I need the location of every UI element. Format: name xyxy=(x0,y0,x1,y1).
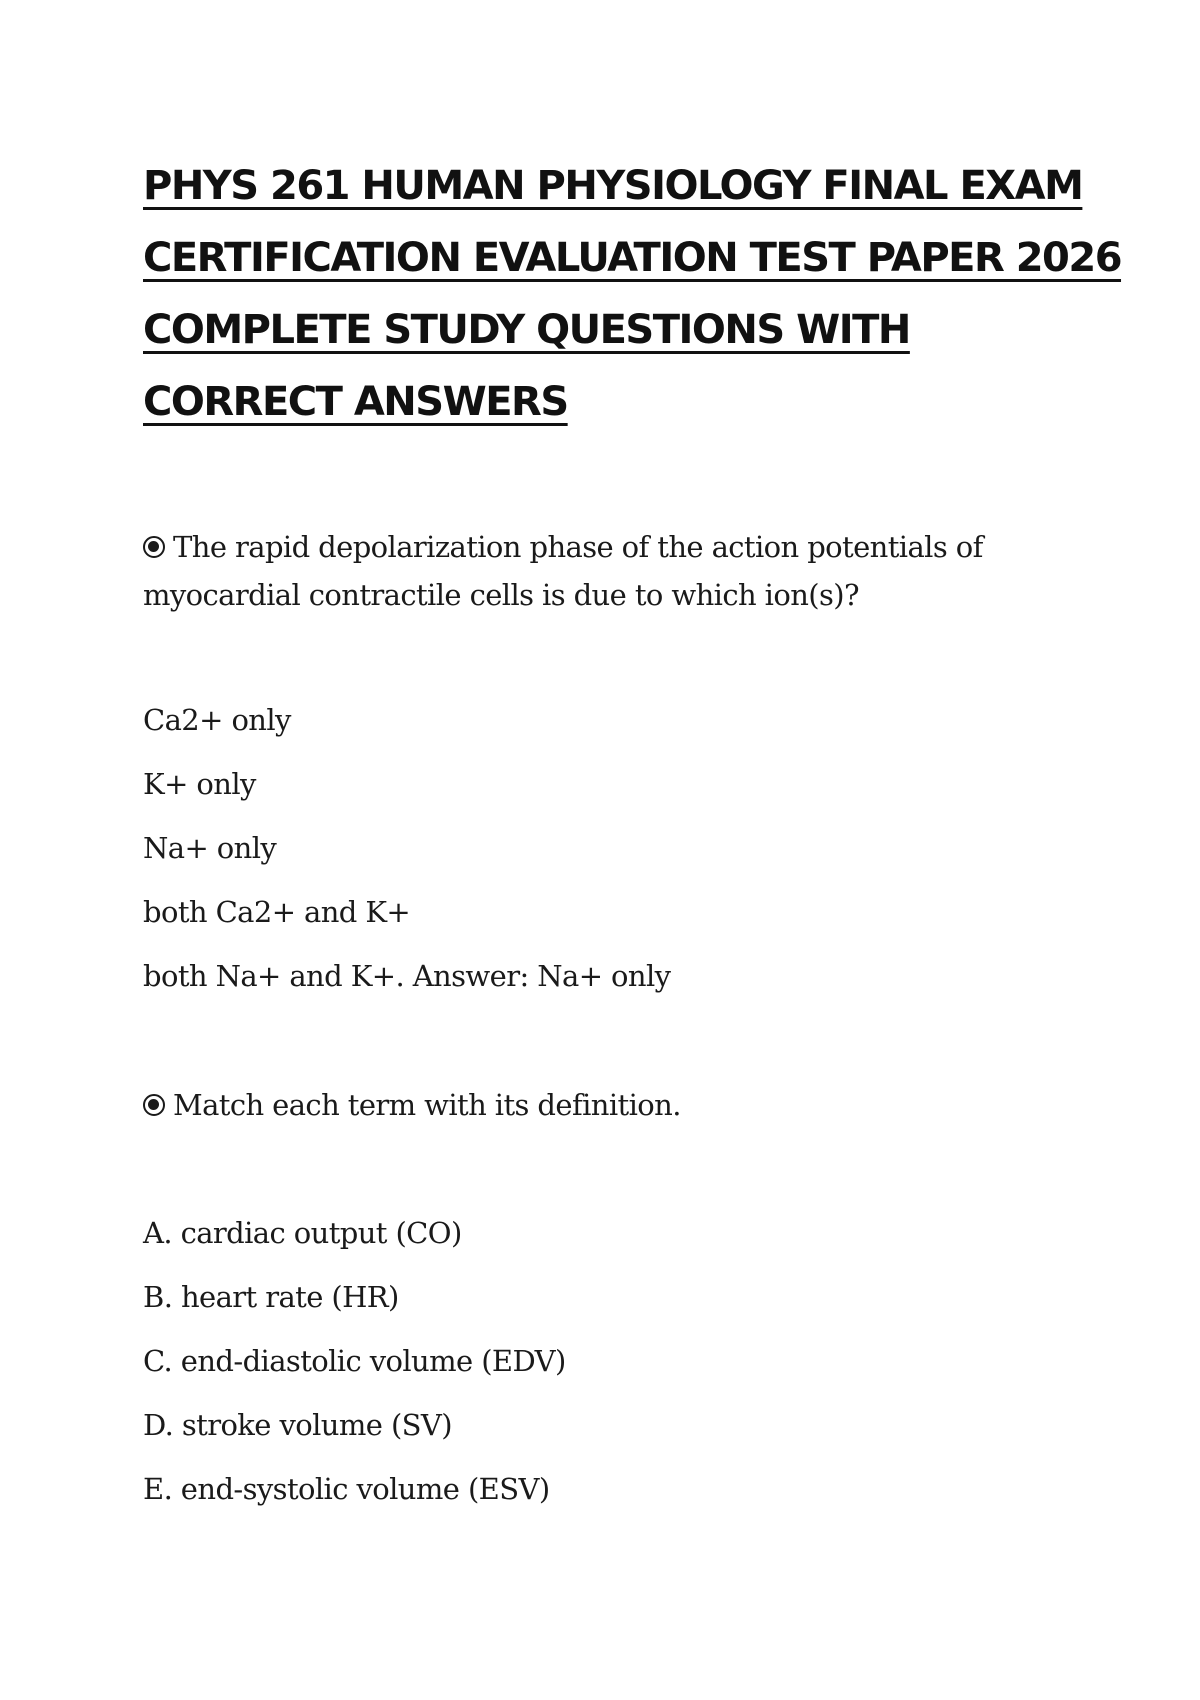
list-item: E. end-systolic volume (ESV) xyxy=(143,1472,550,1506)
list-item: C. end-diastolic volume (EDV) xyxy=(143,1344,566,1378)
question-2 xyxy=(143,1081,681,1129)
list-item: Ca2+ only xyxy=(143,703,291,737)
document-title xyxy=(143,150,1122,438)
title-line: CERTIFICATION EVALUATION TEST PAPER 2026 xyxy=(143,235,1122,281)
question-1-line-1: The rapid depolarization phase of the action potentials of xyxy=(143,523,983,571)
list-item: Na+ only xyxy=(143,831,277,865)
list-item: both Ca2+ and K+ xyxy=(143,895,411,929)
list-item: D. stroke volume (SV) xyxy=(143,1408,452,1442)
list-item: A. cardiac output (CO) xyxy=(143,1216,462,1250)
question-1-line-2: myocardial contractile cells is due to which ion(s)? xyxy=(143,578,859,612)
radio-filled-icon xyxy=(143,536,165,558)
question-1-options xyxy=(143,688,670,1008)
question-2-options xyxy=(143,1201,566,1521)
list-item: B. heart rate (HR) xyxy=(143,1280,399,1314)
radio-filled-icon xyxy=(143,1094,165,1116)
list-item: both Na+ and K+. Answer: Na+ only xyxy=(143,959,671,993)
title-line: PHYS 261 HUMAN PHYSIOLOGY FINAL EXAM xyxy=(143,163,1083,209)
question-1 xyxy=(143,523,983,619)
question-2-line-1: Match each term with its definition. xyxy=(143,1081,681,1129)
title-line: COMPLETE STUDY QUESTIONS WITH xyxy=(143,307,910,353)
title-line: CORRECT ANSWERS xyxy=(143,379,568,425)
list-item: K+ only xyxy=(143,767,256,801)
